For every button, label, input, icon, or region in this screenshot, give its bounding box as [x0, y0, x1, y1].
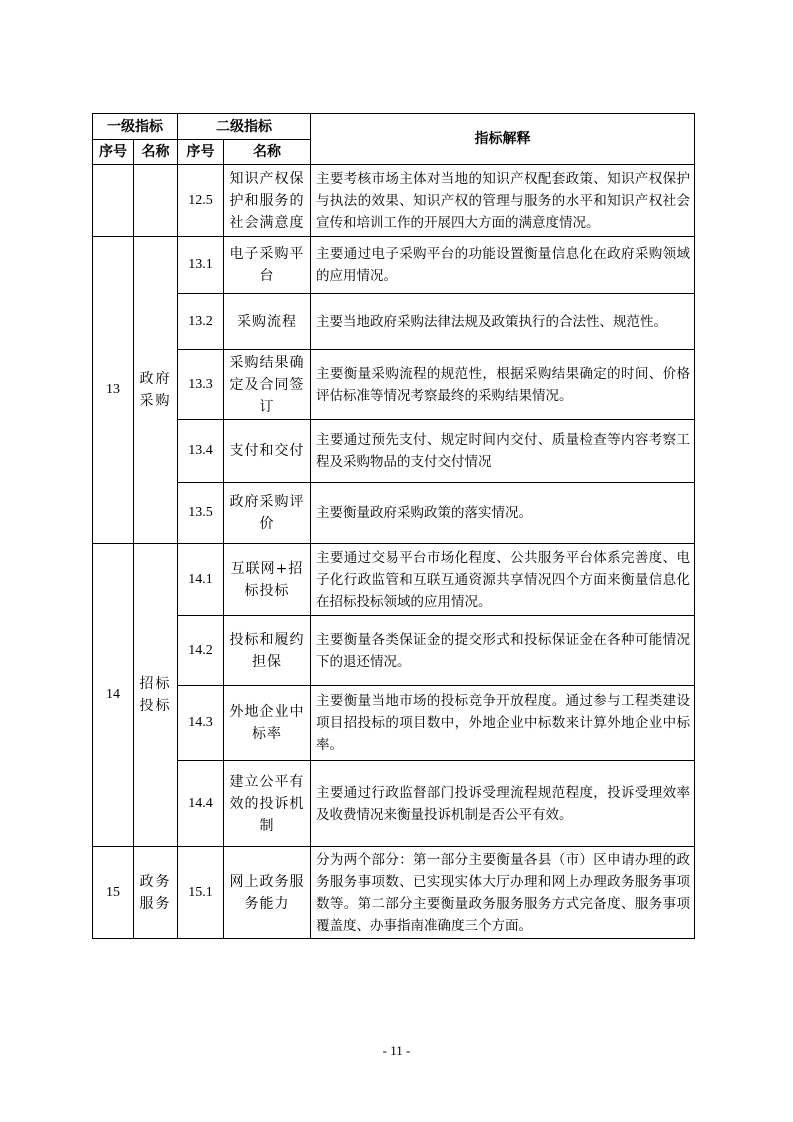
- level1-name: 政府采购: [134, 237, 178, 544]
- indicator-description: 主要当地政府采购法律法规及政策执行的合法性、规范性。: [311, 294, 695, 350]
- level2-seq: 13.1: [178, 237, 224, 294]
- indicator-description: 主要通过行政监督部门投诉受理流程规范程度，投诉受理效率及收费情况来衡量投诉机制是否公平有效。: [311, 761, 695, 847]
- indicator-description: 主要通过交易平台市场化程度、公共服务平台体系完善度、电子化行政监管和互联互通资源共享情况四个方面来衡量信息化在招标投标领域的应用情况。: [311, 544, 695, 616]
- table-row: [93, 847, 695, 939]
- level2-name: 外地企业中标率: [224, 686, 311, 761]
- table-row: [93, 686, 695, 761]
- level2-name: 采购结果确定及合同签订: [224, 350, 311, 420]
- indicator-table: [92, 113, 695, 939]
- level2-seq: 13.4: [178, 420, 224, 483]
- indicator-description: 主要考核市场主体对当地的知识产权配套政策、知识产权保护与执法的效果、知识产权的管理与服务的水平和知识产权社会宣传和培训工作的开展四大方面的满意度情况。: [311, 165, 695, 237]
- level1-seq: 15: [93, 847, 134, 939]
- level2-seq: 14.3: [178, 686, 224, 761]
- level1-name: 招标投标: [134, 544, 178, 847]
- level2-header: 二级指标: [178, 114, 311, 140]
- table-row: [93, 483, 695, 544]
- header-row-1: [93, 114, 695, 140]
- level1-name: 政务服务: [134, 847, 178, 939]
- level1-seq-header: 序号: [93, 140, 134, 165]
- level2-name: 政府采购评价: [224, 483, 311, 544]
- level1-seq-cell: [93, 165, 134, 237]
- level2-seq: 13.5: [178, 483, 224, 544]
- level2-seq: 14.1: [178, 544, 224, 616]
- level2-seq: 15.1: [178, 847, 224, 939]
- explanation-header: 指标解释: [311, 114, 695, 165]
- table-row: [93, 761, 695, 847]
- level2-name: 知识产权保护和服务的社会满意度: [224, 165, 311, 237]
- level2-name: 投标和履约担保: [224, 616, 311, 686]
- level2-name: 建立公平有效的投诉机制: [224, 761, 311, 847]
- table-row: [93, 350, 695, 420]
- indicator-description: 分为两个部分：第一部分主要衡量各县（市）区申请办理的政务服务事项数、已实现实体大厅办理和网上办理政务服务事项数等。第二部分主要衡量政务服务服务方式完备度、服务事项覆盖度、办事指南准确度三个方面。: [311, 847, 695, 939]
- level2-seq: 12.5: [178, 165, 224, 237]
- level2-name: 支付和交付: [224, 420, 311, 483]
- indicator-description: 主要衡量各类保证金的提交形式和投标保证金在各种可能情况下的退还情况。: [311, 616, 695, 686]
- level2-name: 网上政务服务能力: [224, 847, 311, 939]
- table-row: [93, 237, 695, 294]
- table-row: [93, 420, 695, 483]
- level1-seq: 13: [93, 237, 134, 544]
- level1-seq: 14: [93, 544, 134, 847]
- table-row: [93, 616, 695, 686]
- level2-seq: 14.4: [178, 761, 224, 847]
- level1-name-header: 名称: [134, 140, 178, 165]
- level1-name-cell: [134, 165, 178, 237]
- level2-name: 电子采购平台: [224, 237, 311, 294]
- level2-seq-header: 序号: [178, 140, 224, 165]
- level2-name: 采购流程: [224, 294, 311, 350]
- page-number: - 11 -: [382, 1043, 411, 1058]
- table-row: [93, 544, 695, 616]
- level1-header: 一级指标: [93, 114, 178, 140]
- indicator-description: 主要衡量政府采购政策的落实情况。: [311, 483, 695, 544]
- indicator-description: 主要衡量采购流程的规范性，根据采购结果确定的时间、价格评估标准等情况考察最终的采购结果情况。: [311, 350, 695, 420]
- level2-seq: 13.3: [178, 350, 224, 420]
- level2-seq: 14.2: [178, 616, 224, 686]
- level2-name-header: 名称: [224, 140, 311, 165]
- indicator-description: 主要通过预先支付、规定时间内交付、质量检查等内容考察工程及采购物品的支付交付情况: [311, 420, 695, 483]
- table-row: [93, 165, 695, 237]
- indicator-description: 主要通过电子采购平台的功能设置衡量信息化在政府采购领域的应用情况。: [311, 237, 695, 294]
- level2-seq: 13.2: [178, 294, 224, 350]
- level2-name: 互联网+招标投标: [224, 544, 311, 616]
- table-row: [93, 294, 695, 350]
- indicator-description: 主要衡量当地市场的投标竞争开放程度。通过参与工程类建设项目招投标的项目数中，外地企业中标数来计算外地企业中标率。: [311, 686, 695, 761]
